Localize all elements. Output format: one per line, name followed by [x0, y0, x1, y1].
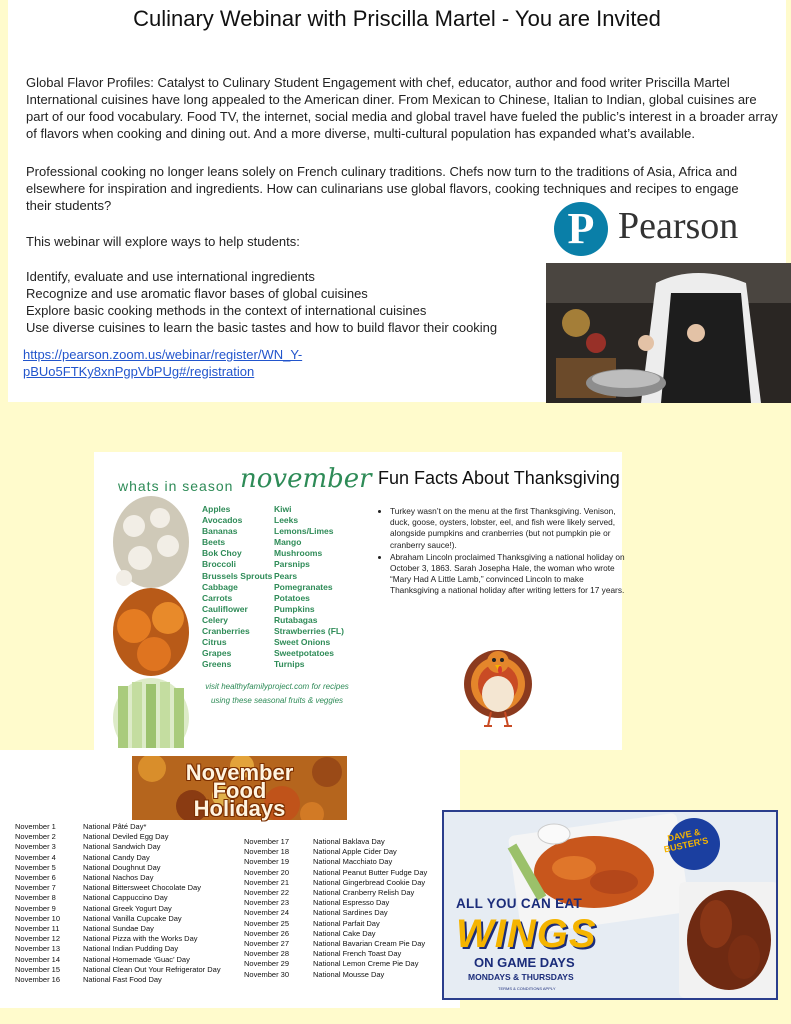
holiday-row — [244, 857, 392, 867]
holiday-name: National Peanut Butter Fudge Day — [313, 867, 428, 877]
season-visit-note — [202, 680, 352, 708]
holiday-row — [15, 883, 201, 893]
holiday-date: November 29 — [244, 959, 290, 969]
holiday-date: November 27 — [244, 939, 290, 948]
holiday-row — [15, 873, 153, 883]
season-item: Sweet Onions — [274, 637, 331, 648]
webinar-second-paragraph: Professional cooking no longer leans solely on French culinary traditions. Chefs now turn to the traditions of Asia, Africa and elsewhere for inspiration and ingredients. How can culinarians use global flavors, cooking techniques and recipes to engage their students? — [26, 164, 739, 213]
wings-ad-line1: ALL YOU CAN EAT — [456, 896, 583, 911]
holiday-row — [15, 965, 221, 975]
season-item: Lemons/Limes — [274, 526, 334, 537]
holiday-name: National Baklava Day — [313, 837, 385, 846]
holiday-row — [244, 939, 425, 949]
holiday-name: National Deviled Egg Day — [83, 832, 169, 842]
season-item: Turnips — [274, 659, 305, 670]
holiday-name: National Apple Cider Day — [313, 847, 397, 857]
holiday-row — [15, 975, 162, 985]
season-facts-panel — [94, 452, 625, 750]
holiday-name: National Cranberry Relish Day — [313, 888, 415, 897]
season-item: Sweetpotatoes — [274, 648, 334, 659]
fun-facts-title: Fun Facts About Thanksgiving — [378, 468, 620, 488]
season-item: Mango — [274, 537, 302, 548]
holiday-name: National Bittersweet Chocolate Day — [83, 883, 201, 893]
holiday-date: November 16 — [15, 975, 61, 984]
turkey-icon — [458, 638, 538, 728]
season-item: Pears — [274, 570, 298, 581]
season-item: Brussels Sprouts — [202, 570, 273, 581]
season-item: Bananas — [202, 526, 238, 537]
season-item: Pomegranates — [274, 581, 333, 592]
season-list-right — [274, 504, 344, 670]
holiday-date: November 5 — [15, 862, 56, 872]
banner-line: Holidays — [193, 796, 286, 821]
holiday-date: November 4 — [15, 852, 56, 862]
season-month: november — [240, 464, 372, 494]
season-item: Cranberries — [202, 626, 250, 637]
holiday-row — [244, 888, 414, 898]
holiday-name: National Greek Yogurt Day — [83, 903, 172, 913]
holiday-date: November 25 — [244, 918, 290, 928]
holiday-date: November 19 — [244, 857, 290, 867]
season-item: Broccoli — [202, 559, 237, 570]
holiday-date: November 18 — [244, 847, 290, 857]
season-heading: whats in season — [118, 478, 234, 494]
season-item: Carrots — [202, 592, 233, 603]
holiday-name: National Sardines Day — [313, 908, 388, 918]
wings-ad — [442, 810, 778, 1000]
holiday-date: November 6 — [15, 873, 56, 882]
holiday-row — [244, 959, 418, 969]
wings-ad-headline: WINGS — [456, 912, 597, 956]
holiday-name: National Sundae Day — [83, 924, 154, 933]
webinar-intro-paragraph: Global Flavor Profiles: Catalyst to Culinary Student Engagement with chef, educator, author and food writer Priscilla Martel International cuisines have long appealed to the American diner. From Mexican to Chinese, Italian to Indian, global cuisines are part of our food vocabulary. Food TV, the internet, social media and global travel have fueled the public’s interest in a broader array of flavors when cooking and dining out. And a more diverse, multi-cultural population has expanded what’s available. — [26, 75, 778, 141]
visit-line: using these seasonal fruits & veggies — [210, 696, 344, 705]
banner-line: Food — [212, 778, 267, 803]
holiday-name: National Cappuccino Day — [83, 893, 168, 903]
pearson-logo-icon: P — [554, 202, 608, 256]
holiday-name: National Nachos Day — [83, 873, 154, 882]
food-holidays-panel — [0, 750, 460, 1008]
holiday-name: National Doughnut Day — [83, 862, 161, 872]
holiday-date: November 30 — [244, 969, 290, 979]
holiday-name: National Homemade ‘Guac’ Day — [83, 954, 190, 964]
holiday-name: National Espresso Day — [313, 898, 390, 908]
holiday-name: National Fast Food Day — [83, 975, 162, 984]
holiday-date: November 26 — [244, 928, 290, 938]
holiday-row — [15, 944, 178, 954]
holiday-row — [244, 847, 397, 857]
season-item: Celery — [202, 614, 228, 625]
holiday-name: National Bavarian Cream Pie Day — [313, 939, 426, 948]
season-item: Cabbage — [202, 581, 238, 592]
holiday-date: November 7 — [15, 883, 56, 893]
holiday-name: National French Toast Day — [313, 949, 402, 959]
holiday-date: November 22 — [244, 888, 290, 897]
holiday-row — [15, 863, 161, 873]
season-item: Mushrooms — [274, 548, 323, 559]
holiday-row — [15, 955, 190, 965]
wings-ad-days: MONDAYS & THURSDAYS — [468, 972, 574, 982]
fun-fact-item: • Turkey wasn’t on the menu at the first Thanksgiving. Venison, duck, goose, oysters, lobster, eel, and fish were likely served, alongside pumpkins and cranberries (but not pumpkin pie or cranberry sauce!). — [390, 506, 625, 551]
holidays-banner-title — [132, 756, 347, 821]
holiday-date: November 12 — [15, 934, 61, 944]
holiday-name: National Gingerbread Cookie Day — [313, 877, 426, 887]
holiday-row — [15, 914, 182, 924]
wings-ad-terms: TERMS & CONDITIONS APPLY — [498, 986, 556, 991]
holiday-row — [244, 878, 425, 888]
season-list-left — [202, 504, 272, 670]
holiday-date: November 15 — [15, 964, 61, 974]
holiday-name: National Vanilla Cupcake Day — [83, 913, 182, 923]
holiday-name: National Pâté Day* — [83, 822, 147, 831]
holiday-row — [15, 853, 150, 863]
season-item: Pumpkins — [274, 603, 315, 614]
holiday-row — [244, 908, 388, 918]
holiday-row — [244, 898, 389, 908]
holiday-row — [15, 904, 172, 914]
season-item: Rutabagas — [274, 614, 318, 625]
pearson-logo — [546, 200, 756, 260]
holiday-date: November 1 — [15, 822, 56, 831]
season-item: Leeks — [274, 515, 299, 526]
holiday-name: National Clean Out Your Refrigerator Day — [83, 964, 221, 974]
wings-ad-line3: ON GAME DAYS — [474, 955, 575, 970]
holiday-row — [15, 832, 168, 842]
holiday-row — [15, 822, 146, 832]
holiday-name: National Indian Pudding Day — [83, 944, 179, 954]
fun-facts-list — [378, 506, 625, 598]
holiday-name: National Pizza with the Works Day — [83, 934, 198, 944]
webinar-goals-list — [26, 268, 536, 336]
webinar-panel — [8, 0, 786, 402]
holiday-date: November 10 — [15, 913, 61, 923]
holiday-date: November 9 — [15, 903, 56, 913]
vegetables-image — [112, 496, 190, 748]
holiday-row — [15, 842, 161, 852]
season-item: Strawberries (FL) — [274, 626, 344, 637]
holiday-row — [15, 893, 168, 903]
holiday-date: November 8 — [15, 893, 56, 903]
goal-item: Identify, evaluate and use international ingredients — [26, 269, 315, 284]
holiday-row — [244, 919, 380, 929]
holiday-date: November 28 — [244, 949, 290, 959]
holiday-date: November 17 — [244, 837, 290, 846]
holiday-name: National Parfait Day — [313, 918, 380, 928]
holiday-row — [244, 949, 401, 959]
goal-item: Use diverse cuisines to learn the basic tastes and how to build flavor their cooking — [26, 320, 498, 335]
holiday-date: November 14 — [15, 954, 61, 964]
season-item: Beets — [202, 537, 226, 548]
holiday-date: November 2 — [15, 832, 56, 842]
webinar-title: Culinary Webinar with Priscilla Martel - You are Invited — [133, 6, 661, 31]
holiday-row — [244, 929, 376, 939]
holiday-date: November 23 — [244, 898, 290, 908]
registration-link[interactable]: https://pearson.zoom.us/webinar/register/WN_Y-pBUo5FTKy8xnPgpVbPUg#/registration — [23, 347, 303, 379]
holiday-date: November 13 — [15, 944, 61, 954]
season-item: Parsnips — [274, 559, 310, 570]
holiday-row — [244, 868, 427, 878]
season-item: Greens — [202, 659, 232, 670]
season-item: Avocados — [202, 515, 243, 526]
season-item: Bok Choy — [202, 548, 242, 559]
holiday-row — [244, 970, 384, 980]
holiday-name: National Macchiato Day — [313, 857, 393, 867]
holiday-row — [15, 924, 154, 934]
holiday-name: National Lemon Creme Pie Day — [313, 959, 419, 969]
pearson-logo-word: Pearson — [618, 205, 739, 247]
holiday-name: National Candy Day — [83, 852, 150, 862]
chef-cooking-photo — [546, 263, 791, 403]
holiday-row — [15, 934, 198, 944]
holiday-row — [244, 837, 385, 847]
webinar-explore-line: This webinar will explore ways to help students: — [26, 234, 300, 249]
holiday-date: November 21 — [244, 877, 290, 887]
season-item: Kiwi — [274, 504, 292, 514]
holiday-name: National Cake Day — [313, 928, 376, 938]
visit-line: visit healthyfamilyproject.com for recipes — [205, 682, 349, 691]
holiday-date: November 3 — [15, 842, 56, 852]
holiday-date: November 11 — [15, 924, 60, 933]
holiday-name: National Sandwich Day — [83, 842, 161, 852]
goal-item: Recognize and use aromatic flavor bases of global cuisines — [26, 286, 368, 301]
goal-item: Explore basic cooking methods in the context of international cuisines — [26, 303, 427, 318]
season-item: Citrus — [202, 637, 227, 648]
holiday-date: November 20 — [244, 867, 290, 877]
season-item: Apples — [202, 504, 231, 514]
holiday-name: National Mousse Day — [313, 969, 385, 979]
banner-line: November — [185, 760, 294, 785]
season-item: Potatoes — [274, 592, 310, 603]
holiday-date: November 24 — [244, 908, 290, 918]
season-item: Cauliflower — [202, 603, 248, 614]
dave-busters-logo: DAVE & BUSTER'S — [662, 826, 710, 855]
fun-fact-item: • Abraham Lincoln proclaimed Thanksgiving a national holiday on October 3, 1863. Sarah Josepha Hale, the woman who wrote “Mary Had A Little Lamb,” convinced Lincoln to make Thanksgiving a national holiday after writing letters for 17 years. — [390, 552, 625, 597]
season-item: Grapes — [202, 648, 232, 659]
